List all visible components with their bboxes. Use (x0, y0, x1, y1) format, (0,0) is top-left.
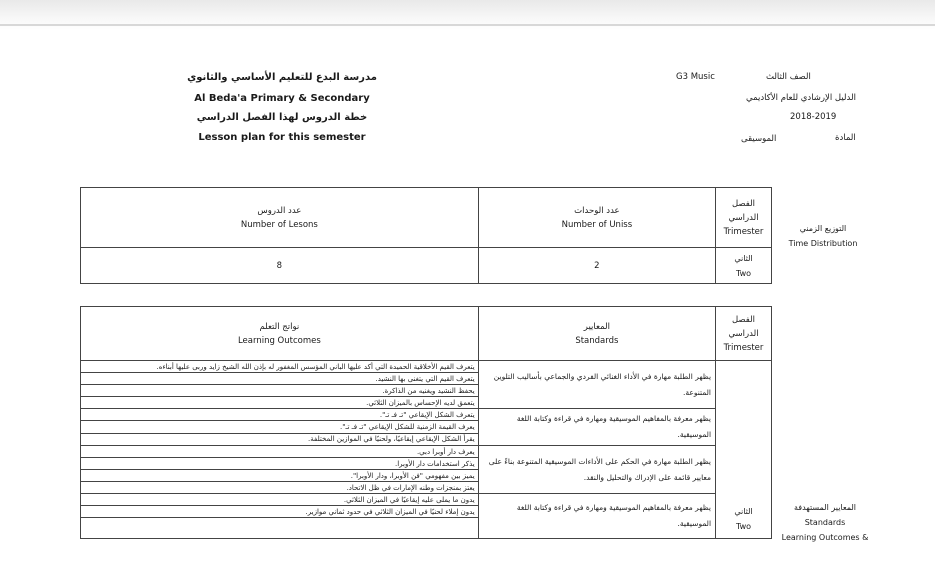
learning-outcome: يتعرف القيم الأخلاقية الحميدة التي أكد عليها الباني المؤسس المغفور له بإذن الله الشيخ زايد وربى عليها أبناءه. (81, 361, 479, 373)
learning-outcome: يدون إملاء لحنيًا في الميزان الثلاثي في حدود ثماني موازير. (81, 506, 479, 518)
learning-outcome: يدون ما يملى عليه إيقاعيًا في الميزان الثلاثي. (81, 494, 479, 506)
learning-outcome: يتعرف القيم التي يتغنى بها النشيد. (81, 373, 479, 385)
standard-cell: يظهر الطلبة مهارة في الأداء الغنائي الفردي والجماعي بأساليب التلوين المتنوعة. (478, 361, 715, 409)
learning-outcome: يذكر استخدامات دار الأوبرا. (81, 458, 479, 470)
trimester-header: الفصل الدراسي Trimester (716, 307, 772, 361)
units-value: 2 (478, 248, 715, 284)
lessons-header: عدد الدروس Number of Lesons (81, 188, 479, 248)
learning-outcome: يعتز بمنجزات وطنه الإمارات في ظل الاتحاد. (81, 482, 479, 494)
units-header: عدد الوحدات Number of Uniss (478, 188, 715, 248)
lessons-value: 8 (81, 248, 479, 284)
outcomes-header: نواتج التعلم Learning Outcomes (81, 307, 479, 361)
learning-outcome: يتعرف الشكل الإيقاعي "تـ فـ تـ". (81, 409, 479, 421)
scan-edge-line (0, 24, 935, 26)
subject-name: الموسيقى (741, 134, 777, 144)
learning-outcome: يعرف دار أوبرا دبي. (81, 446, 479, 458)
guide-title-ar: الدليل الإرشادي للعام الأكاديمي (746, 93, 856, 103)
learning-outcome: يميز بين مفهومي "فن الأوبرا، ودار الأوبرا". (81, 470, 479, 482)
time-distribution-table (80, 187, 772, 284)
standard-cell: يظهر الطلبة مهارة في الحكم على الأداءات الموسيقية المتنوعة بناءً على معايير قائمة على الإدراك والتحليل والنقد. (478, 446, 715, 494)
school-name-en: Al Beda'a Primary & Secondary (194, 93, 370, 104)
standard-cell: يظهر معرفة بالمفاهيم الموسيقية ومهارة في قراءة وكتابة اللغة الموسيقية. (478, 409, 715, 446)
standards-table (80, 306, 772, 539)
trimester-value: الثاني Two (716, 248, 772, 284)
standard-cell: يظهر معرفة بالمفاهيم الموسيقية ومهارة في قراءة وكتابة اللغة الموسيقية. (478, 494, 715, 539)
academic-year: 2018-2019 (790, 112, 837, 122)
grade-ar: الصف الثالث (766, 72, 811, 82)
standards-side-label: المعايير المستهدفة Standards Learning Outcomes & (781, 503, 869, 542)
learning-outcome: يحفظ النشيد ويغنيه من الذاكرة. (81, 385, 479, 397)
standards-header: المعايير Standards (478, 307, 715, 361)
time-distribution-label: التوزيع الزمني Time Distribution (788, 224, 858, 248)
trimester-header: الفصل الدراسي Trimester (716, 188, 772, 248)
learning-outcome: يعرف القيمة الزمنية للشكل الإيقاعي "تـ فـ تـ". (81, 421, 479, 433)
lesson-plan-title-ar: خطة الدروس لهذا الفصل الدراسي (196, 112, 368, 123)
learning-outcome-empty (81, 518, 479, 539)
learning-outcome: يقرأ الشكل الإيقاعي إيقاعيًا، ولحنيًا في الموازين المختلفة. (81, 433, 479, 445)
trimester-value: الثاني Two (716, 361, 772, 539)
lesson-plan-title-en: Lesson plan for this semester (198, 132, 366, 143)
learning-outcome: يتعمق لديه الإحساس بالميزان الثلاثي. (81, 397, 479, 409)
school-name-ar: مدرسة البدع للتعليم الأساسي والثانوي (187, 72, 377, 83)
grade-code: G3 Music (676, 72, 715, 82)
subject-label: المادة (835, 133, 856, 143)
